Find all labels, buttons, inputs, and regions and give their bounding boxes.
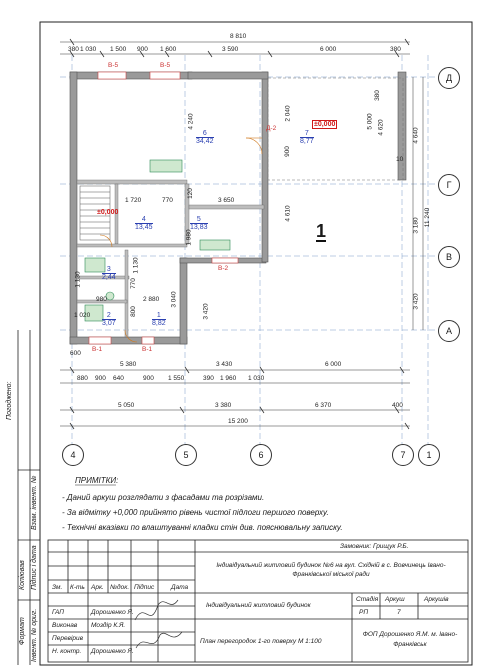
- bottom-dim: 900: [143, 375, 154, 382]
- axis-row-d: Д: [438, 67, 460, 89]
- inner-dim: 120: [186, 188, 194, 199]
- notes-heading: ПРИМІТКИ:: [75, 476, 119, 485]
- role: Виконав: [52, 622, 78, 629]
- room-4: [135, 216, 153, 231]
- top-dim: 1 500: [110, 46, 127, 53]
- drawing-title: План перегородок 1-го поверху М 1:100: [200, 638, 322, 645]
- side-label-pogodzheno: Погоджено:: [6, 381, 13, 420]
- top-dim: 900: [137, 46, 148, 53]
- inner-dim: 1 020: [74, 312, 91, 319]
- top-dim: 1 030: [80, 46, 97, 53]
- inner-dim: 900: [283, 146, 291, 157]
- bottom-dim: 6 000: [325, 361, 342, 368]
- bottom-dim: 1 960: [220, 375, 237, 382]
- stage-header: Стадія: [356, 596, 379, 603]
- col-data: Дата: [171, 584, 189, 591]
- col-doc: №док.: [110, 584, 130, 591]
- room-area: 34,42: [196, 138, 214, 145]
- col-pidpys: Підпис: [134, 584, 155, 591]
- side-label-inv-orig: Інвент. № ориг.: [31, 608, 38, 662]
- inner-dim: 770: [129, 278, 137, 289]
- room-number: 2: [106, 312, 111, 319]
- col-zm: Зм.: [52, 584, 63, 591]
- inner-dim: 2 880: [143, 296, 160, 303]
- room-number: 4: [141, 216, 146, 223]
- room-area: 8,77: [300, 138, 314, 145]
- window-tag: В-2: [218, 265, 229, 272]
- room-area: 3,07: [102, 320, 116, 327]
- axis-row-a: А: [438, 320, 460, 342]
- note-item: - Технічні вказівки по влаштуванні кладки стін див. пояснювальну записку.: [62, 523, 343, 532]
- sheet-value: 7: [397, 609, 401, 616]
- bottom-dim: 880: [77, 375, 88, 382]
- level-mark: ±0,000: [314, 121, 336, 128]
- object-name: Індивідуальний житловий будинок: [206, 602, 311, 609]
- bottom-dim: 5 050: [118, 402, 135, 409]
- overall-top-dimension: 8 810: [230, 33, 247, 40]
- bottom-dim: 1 030: [248, 375, 265, 382]
- role: Перевірив: [52, 635, 84, 642]
- sheet-header: Аркуш: [385, 596, 405, 603]
- inner-dim: 1 980: [185, 229, 193, 246]
- inner-dim: 5 000: [366, 113, 374, 130]
- axis-col-1: 1: [418, 444, 440, 466]
- window-tag: В-5: [108, 62, 119, 69]
- inner-dim: 380: [373, 90, 381, 101]
- overall-bottom-dimension: 15 200: [228, 418, 248, 425]
- window-tag: В-1: [92, 346, 103, 353]
- inner-dim: 3 040: [170, 291, 178, 308]
- inner-dim: 3 420: [202, 303, 210, 320]
- room-area: 2,44: [102, 274, 116, 281]
- room-1: [152, 312, 166, 327]
- note-item: - Даний аркуш розглядати з фасадами та розрізами.: [62, 493, 265, 502]
- axis-row-v: В: [438, 246, 460, 268]
- axis-col-6: 6: [250, 444, 272, 466]
- role: Н. контр.: [52, 648, 82, 655]
- axis-row-g: Г: [438, 174, 460, 196]
- col-kt: К-ть: [70, 584, 85, 591]
- bottom-dim: 1 550: [168, 375, 185, 382]
- inner-dim: 1 130: [132, 257, 140, 274]
- inner-dim: 4 620: [377, 119, 385, 136]
- top-dim: 380: [68, 46, 79, 53]
- company: ФОП Дорошенко Я.М. м. Івано-Франківськ: [362, 631, 458, 648]
- inner-dim: 4 610: [284, 205, 292, 222]
- right-dim: 3 180: [412, 217, 420, 234]
- col-ark: Арк.: [91, 584, 104, 591]
- bottom-dim: 390: [203, 375, 214, 382]
- level-mark: ±0,000: [97, 209, 119, 216]
- inner-dim: 1 720: [125, 197, 142, 204]
- inner-dim: 770: [162, 197, 173, 204]
- top-dim: 6 000: [320, 46, 337, 53]
- role: ГАП: [52, 609, 64, 616]
- room-area: 13,45: [135, 224, 153, 231]
- room-7: [300, 130, 314, 145]
- sheets-header: Аркушів: [424, 596, 449, 603]
- bottom-dim: 6 370: [315, 402, 332, 409]
- person-name: Дорошенко Я.: [91, 609, 134, 616]
- room-number: 1: [156, 312, 161, 319]
- room-2: [102, 312, 116, 327]
- inner-dim: 980: [96, 296, 107, 303]
- room-area: 8,82: [152, 320, 166, 327]
- person-name: Моздір К.Я.: [91, 622, 126, 629]
- side-label-pidpys: Підпис і дата: [31, 545, 38, 590]
- door-tag: Д-2: [266, 125, 277, 132]
- customer: Замовник: Грищук Р.Б.: [340, 543, 409, 550]
- inner-dim: 1 130: [74, 271, 82, 288]
- axis-col-4: 4: [62, 444, 84, 466]
- section-marker: 1: [316, 221, 327, 241]
- window-tag: В-5: [160, 62, 171, 69]
- right-dim: 3 420: [412, 293, 420, 310]
- note-item: - За відмітку +0,000 прийнято рівень чистої підлоги першого поверху.: [62, 508, 329, 517]
- side-label-vzam: Взам. інвент. №: [31, 475, 38, 530]
- room-number: 7: [304, 130, 309, 137]
- window-tag: В-1: [142, 346, 153, 353]
- room-3: [102, 266, 116, 281]
- inner-dim: 10: [396, 156, 404, 163]
- room-6: [196, 130, 214, 145]
- bottom-dim: 5 380: [120, 361, 137, 368]
- bottom-dim: 3 380: [215, 402, 232, 409]
- room-number: 6: [202, 130, 207, 137]
- stage-value: РП: [359, 609, 369, 616]
- top-dim: 380: [390, 46, 401, 53]
- inner-dim: 800: [129, 306, 137, 317]
- project-title: Індивідуальний житловий будинок №6 на вул. Східній в с. Вовчинець Івано-Франківської міської ради: [216, 562, 446, 578]
- person-name: Дорошенко Я.: [91, 648, 134, 655]
- bottom-dim: 640: [113, 375, 124, 382]
- room-number: 3: [106, 266, 111, 273]
- side-label-kopiuvav: Копіював: [19, 560, 26, 590]
- right-dim: 4 640: [412, 127, 420, 144]
- axis-col-7: 7: [392, 444, 414, 466]
- top-dim: 1 600: [160, 46, 177, 53]
- room-number: 5: [196, 216, 201, 223]
- top-dim: 3 590: [222, 46, 239, 53]
- left-dim: 600: [70, 350, 81, 357]
- inner-dim: 2 040: [284, 105, 292, 122]
- side-label-format: Формат: [19, 617, 26, 645]
- room-area: 13,83: [190, 224, 208, 231]
- right-dim: 11 240: [424, 207, 432, 228]
- inner-dim: 4 240: [187, 113, 195, 130]
- inner-dim: 3 650: [218, 197, 235, 204]
- axis-col-5: 5: [175, 444, 197, 466]
- bottom-dim: 900: [95, 375, 106, 382]
- bottom-dim: 400: [392, 402, 403, 409]
- bottom-dim: 3 430: [216, 361, 233, 368]
